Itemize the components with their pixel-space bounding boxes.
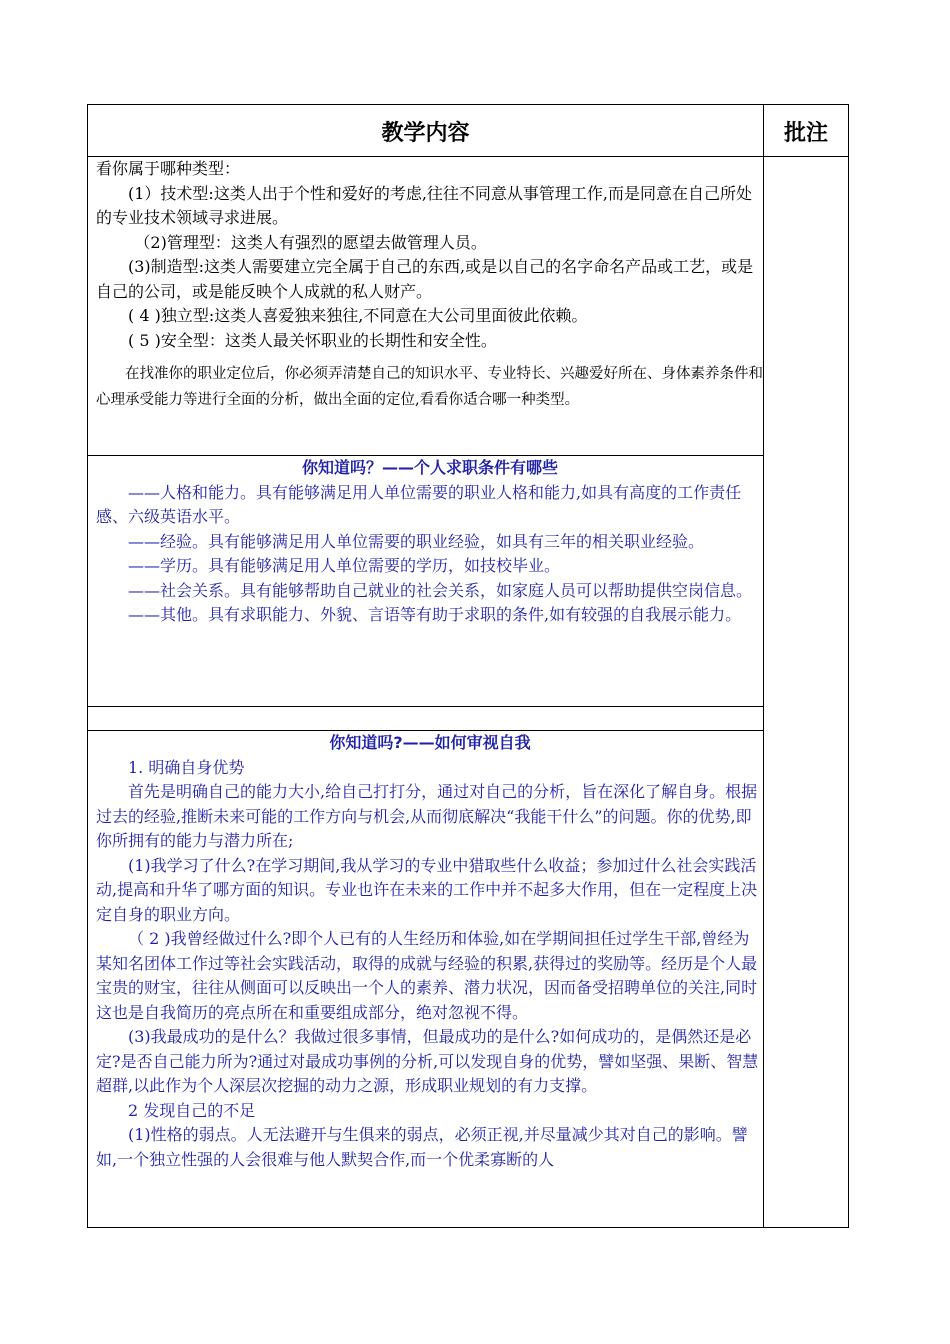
condition-item: ——学历。具有能够满足用人单位需要的学历，如技校毕业。	[128, 556, 561, 575]
content-column-header: 教学内容	[381, 120, 470, 146]
section-title: 你知道吗？——个人求职条件有哪些	[301, 458, 558, 477]
career-types-section	[96, 157, 764, 413]
body-paragraph: (1)我学习了什么?在学习期间,我从学习的专业中猎取些什么收益；参加过什么社会实践活动,提高和升华了哪方面的知识。专业也许在未来的工作中并不起多大作用，但在一定程度上决定自身的职业方向。	[96, 855, 758, 924]
type-item: ( 5 )安全型：这类人最关怀职业的长期性和安全性。	[128, 330, 497, 350]
subheading: 1. 明确自身优势	[128, 757, 245, 777]
section-intro: 看你属于哪种类型：	[96, 159, 241, 178]
body-paragraph: （ 2 )我曾经做过什么?即个人已有的人生经历和体验,如在学期间担任过学生干部,曾经为某知名团体工作过等社会实践活动，取得的成就与经验的积累,获得过的奖励等。经历是个人最宝贵的财宝，往往从侧面可以反映出一个人的素养、潜力状况，因而备受招聘单位的关注,同时这也是自我简历的亮点所在和重要组成部分，绝对忽视不得。	[96, 929, 758, 1022]
body-paragraph: (1)性格的弱点。人无法避开与生俱来的弱点，必须正视,并尽量减少其对自己的影响。譬如,一个独立性强的人会很难与他人默契合作,而一个优柔寡断的人	[96, 1125, 748, 1169]
type-item: （2)管理型：这类人有强烈的愿望去做管理人员。	[134, 232, 487, 252]
notes-column-header: 批注	[783, 120, 828, 146]
type-item: (1）技术型:这类人出于个性和爱好的考虑,往往不同意从事管理工作,而是同意在自己所处的专业技术领域寻求进展。	[96, 183, 752, 227]
lesson-table	[87, 104, 849, 1228]
body-paragraph: 首先是明确自己的能力大小,给自己打打分，通过对自己的分析，旨在深化了解自身。根据过去的经验,推断未来可能的工作方向与机会,从而彻底解决“我能干什么”的问题。你的优势,即你所拥有的能力与潜力所在;	[96, 782, 758, 850]
condition-item: ——其他。具有求职能力、外貌、言语等有助于求职的条件,如有较强的自我展示能力。	[128, 605, 742, 624]
condition-item: ——社会关系。具有能够帮助自己就业的社会关系，如家庭人员可以帮助提供空岗信息。	[128, 580, 753, 600]
section-conclusion: 在找准你的职业定位后，你必须弄清楚自己的知识水平、专业特长、兴趣爱好所在、身体素养条件和心理承受能力等进行全面的分析，做出全面的定位,看看你适合哪一种类型。	[96, 366, 763, 408]
condition-item: ——人格和能力。具有能够满足用人单位需要的职业人格和能力,如具有高度的工作责任感、六级英语水平。	[96, 482, 742, 526]
body-paragraph: (3)我最成功的是什么？我做过很多事情，但最成功的是什么?如何成功的，是偶然还是必定?是否自己能力所为?通过对最成功事例的分析,可以发现自身的优势，譬如坚强、果断、智慧超群,以此作为个人深层次挖掘的动力之源，形成职业规划的有力支撑。	[96, 1027, 759, 1095]
section-divider	[88, 706, 763, 707]
self-assessment-section	[96, 731, 764, 1172]
subheading: 2 发现自己的不足	[128, 1100, 256, 1120]
section-title: 你知道吗?——如何审视自我	[329, 733, 531, 752]
condition-item: ——经验。具有能够满足用人单位需要的职业经验，如具有三年的相关职业经验。	[128, 531, 705, 551]
job-conditions-section	[96, 456, 764, 628]
type-item: (3)制造型:这类人需要建立完全属于自己的东西,或是以自己的名字命名产品或工艺，或是自己的公司，或是能反映个人成就的私人财产。	[96, 257, 754, 301]
type-item: ( 4 )独立型:这类人喜爱独来独往,不同意在大公司里面彼此依赖。	[128, 306, 588, 325]
